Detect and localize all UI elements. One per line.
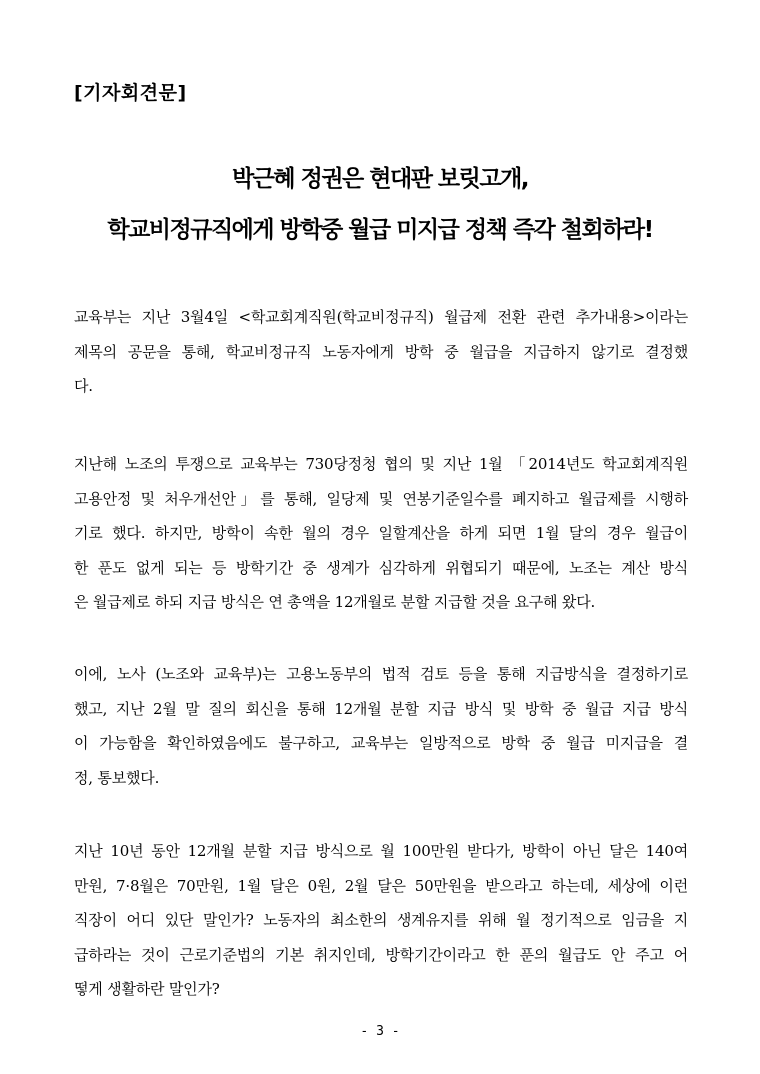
paragraph-line: 교육부는 지난 3월4일 <학교회계직원(학교비정규직) 월급제 전환 관련 추가내용>이라는: [74, 308, 688, 326]
paragraph-line: 제목의 공문을 통해, 학교비정규직 노동자에게 방학 중 월급을 지급하지 않기로 결정했: [74, 342, 688, 361]
paragraph-line: 고용안정 및 처우개선안」를 통해, 일당제 및 연봉기준일수를 폐지하고 월급제를 시행하: [74, 489, 688, 508]
paragraph-line: 이 가능함을 확인하였음에도 불구하고, 교육부는 일방적으로 방학 중 월급 미지급을 결: [74, 734, 688, 752]
paragraph-line: 다.: [74, 377, 93, 395]
paragraph-line: 했고, 지난 2월 말 질의 회신을 통해 12개월 분할 지급 방식 및 방학 중 월급 지급 방식: [74, 699, 688, 718]
paragraph-line: 정, 통보했다.: [74, 768, 160, 787]
paragraph-3: [74, 657, 688, 795]
paragraph-line: 급하라는 것이 근로기준법의 기본 취지인데, 방학기간이라고 한 푼의 월급도 안 주고 어: [74, 945, 688, 964]
document-title-line-2: 학교비정규직에게 방학중 월급 미지급 정책 즉각 철회하라!: [107, 217, 653, 243]
section-label: [기자회견문]: [74, 82, 187, 104]
paragraph-line: 은 월급제로 하되 지급 방식은 연 총액을 12개월로 분할 지급할 것을 요구해 왔다.: [74, 593, 596, 611]
paragraph-line: 떻게 생활하란 말인가?: [74, 980, 220, 998]
paragraph-line: 지난 10년 동안 12개월 분할 지급 방식으로 월 100만원 받다가, 방학이 아닌 달은 140여: [74, 842, 688, 860]
paragraph-line: 한 푼도 없게 되는 등 방학기간 중 생계가 심각하게 위협되기 때문에, 노조는 계산 방식: [74, 558, 688, 577]
paragraph-2: [74, 447, 688, 620]
paragraph-line: 이에, 노사 (노조와 교육부)는 고용노동부의 법적 검토 등을 통해 지급방식을 결정하기로: [74, 665, 688, 683]
paragraph-line: 만원, 7·8월은 70만원, 1월 달은 0원, 2월 달은 50만원을 받으라고 하는데, 세상에 이런: [74, 876, 688, 895]
paragraph-4: [74, 834, 688, 1007]
paragraph-line: 직장이 어디 있단 말인가? 노동자의 최소한의 생계유지를 위해 월 정기적으로 임금을 지: [74, 911, 688, 929]
paragraph-line: 기로 했다. 하지만, 방학이 속한 월의 경우 일할계산을 하게 되면 1월 달의 경우 월급이: [74, 524, 688, 542]
page-number: - 3 -: [360, 1024, 400, 1039]
paragraph-1: [74, 300, 688, 404]
paragraph-line: 지난해 노조의 투쟁으로 교육부는 730당정청 협의 및 지난 1월 「2014년도 학교회계직원: [74, 455, 688, 473]
document-title-line-1: 박근혜 정권은 현대판 보릿고개,: [231, 166, 529, 192]
